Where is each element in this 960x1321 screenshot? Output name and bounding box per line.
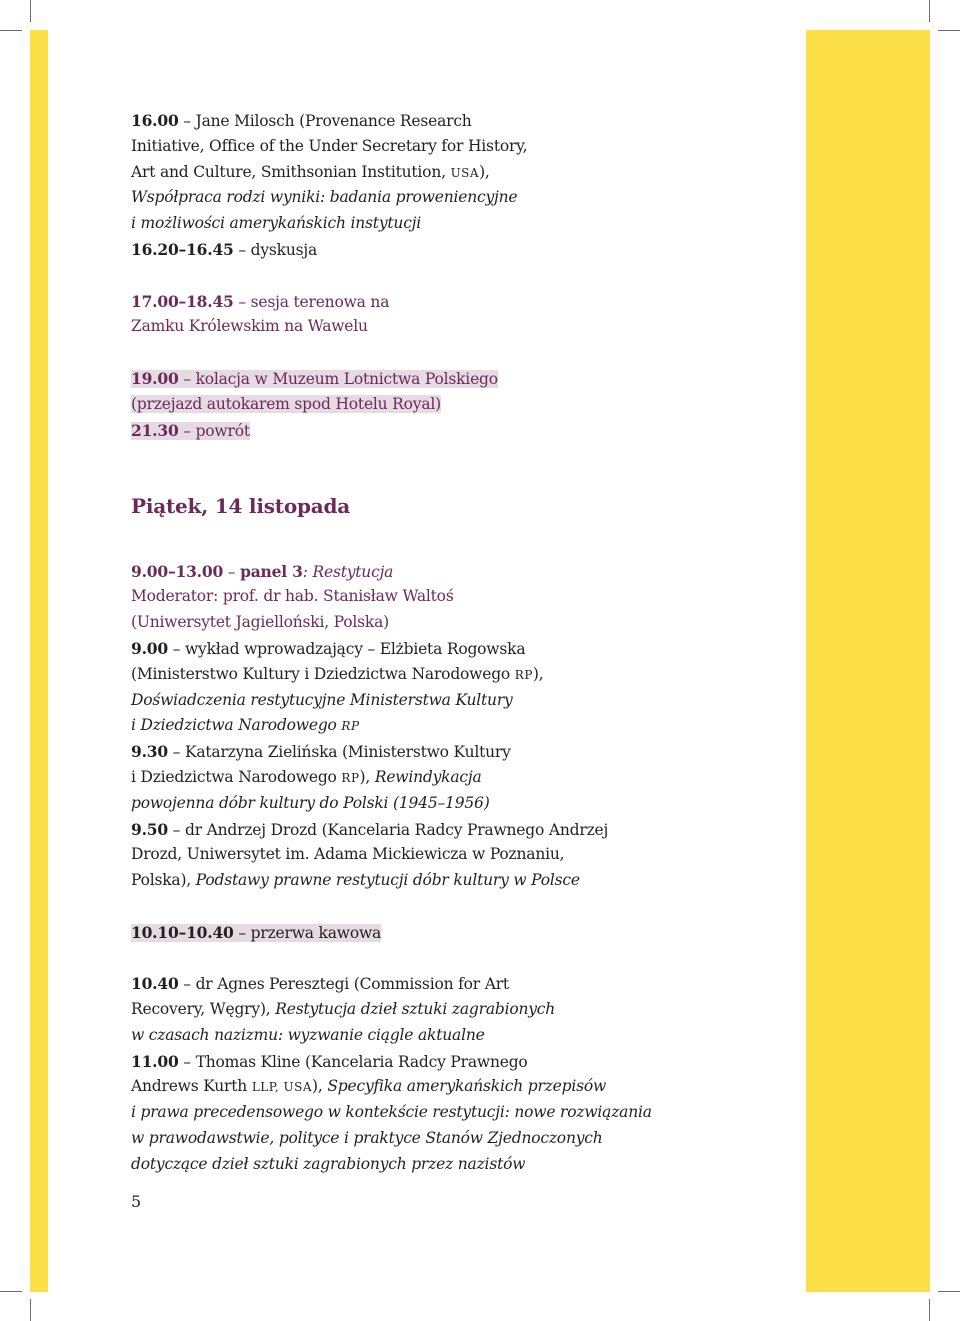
schedule-line [131,237,771,263]
talk-title: i Dziedzictwa Narodowego [131,716,342,735]
talk-title: Doświadczenia restytucyjne Ministerstwa Kultury [131,690,513,709]
schedule-line [131,108,771,134]
dash: – [223,562,241,581]
schedule-line [131,868,771,894]
session-text: i Dziedzictwa Narodowego [131,767,342,786]
schedule-line [131,392,771,418]
schedule-line [131,1100,771,1126]
schedule-line [131,713,771,739]
talk-title: w prawodawstwie, polityce i praktyce Stanów Zjednoczonych [131,1129,603,1148]
abbreviation: USA [450,165,480,180]
schedule-line [131,662,771,688]
schedule-line [131,610,771,636]
abbreviation: RP [514,667,533,682]
talk-title: Współpraca rodzi wyniki: badania proweniencyjne [131,188,518,207]
dash: – [178,975,196,994]
panel-label: panel 3 [240,561,303,581]
abbreviation: RP [341,770,360,785]
session-text: ), [532,664,544,683]
talk-title: i prawa precedensowego w kontekście restytucji: nowe rozwiązania [131,1103,652,1122]
schedule-line [131,688,771,714]
session-text: Art and Culture, Smithsonian Institution, [131,162,451,181]
schedule-line [131,765,771,791]
dash: – [233,292,251,311]
session-text: dr Andrzej Drozd (Kancelaria Radcy Prawnego Andrzej [184,820,609,839]
session-text: Recovery, Węgry), [131,1000,276,1019]
session-text: Polska), [131,871,196,890]
dash: – [178,1052,196,1071]
highlighted-event [131,422,250,440]
crop-mark [929,1299,930,1321]
session-text: (Uniwersytet Jagielloński, Polska) [131,613,389,632]
session-time: 16.00 [131,111,179,130]
page-number: 5 [131,1192,142,1211]
talk-title: powojenna dóbr kultury do Polski (1945–1956) [131,793,490,812]
schedule-line [131,1152,771,1178]
schedule-line [131,584,771,610]
session-text: powrót [195,421,250,440]
programme-schedule [131,108,771,1178]
session-text: Initiative, Office of the Under Secretary for History, [131,136,528,155]
session-time: 17.00–18.45 [131,291,234,311]
session-text: ), [312,1077,328,1096]
spacer [131,443,771,469]
session-text: wykład wprowadzający – Elżbieta Rogowska [184,639,526,658]
spacer [131,946,771,972]
session-time: 9.50 [131,819,168,839]
session-time: 10.40 [131,974,179,994]
crop-mark [938,1291,960,1292]
crop-mark [929,0,930,22]
talk-title: Podstawy prawne restytucji dóbr kultury w Polsce [195,871,580,890]
schedule-line [131,920,771,946]
abbreviation: RP [341,719,360,734]
day-heading: Piątek, 14 listopada [131,494,351,519]
spacer [131,263,771,289]
talk-title: Specyfika amerykańskich przepisów [327,1077,607,1096]
session-time: 19.00 [131,368,179,388]
session-text: (przejazd autokarem spod Hotelu Royal) [131,394,441,413]
talk-title: dotyczące dzieł sztuki zagrabionych przez nazistów [131,1154,526,1173]
dash: – [233,240,251,259]
talk-title: Restytucja dzieł sztuki zagrabionych [275,1000,556,1019]
schedule-line [131,559,771,585]
crop-mark [0,1291,22,1292]
session-text: Thomas Kline (Kancelaria Radcy Prawnego [195,1052,528,1071]
schedule-line [131,636,771,662]
talk-title: i możliwości amerykańskich instytucji [131,214,422,233]
talk-title: w czasach nazizmu: wyzwanie ciągle aktualne [131,1025,485,1044]
session-time: 10.10–10.40 [131,922,234,942]
schedule-line [131,791,771,817]
session-text: kolacja w Muzeum Lotnictwa Polskiego [195,369,498,388]
session-time: 9.00–13.00 [131,561,224,581]
spacer [131,340,771,366]
session-time: 16.20–16.45 [131,239,234,259]
schedule-line [131,418,771,444]
schedule-line [131,1049,771,1075]
schedule-line [131,739,771,765]
abbreviation: LLP, USA [251,1080,313,1095]
highlighted-event [131,395,441,413]
session-text: Andrews Kurth [131,1077,252,1096]
session-text: Zamku Królewskim na Wawelu [131,317,368,336]
right-yellow-bar [806,30,930,1292]
schedule-line [131,366,771,392]
crop-mark [30,1299,31,1321]
session-text: ), [359,767,375,786]
talk-title: Rewindykacja [374,767,482,786]
highlighted-event [131,924,381,942]
session-text: sesja terenowa na [250,292,390,311]
dash: – [178,112,196,130]
dash: – [167,820,185,839]
schedule-line [131,842,771,868]
session-time: 9.30 [131,742,168,762]
session-text: przerwa kawowa [250,923,382,942]
schedule-line [131,1023,771,1049]
session-time: 21.30 [131,420,179,440]
crop-mark [30,0,31,22]
schedule-line [131,289,771,315]
schedule-line [131,185,771,211]
session-time: 9.00 [131,638,168,658]
dash: – [233,923,251,942]
session-text: dr Agnes Peresztegi (Commission for Art [195,975,509,994]
session-text: Jane Milosch (Provenance Research [195,112,472,130]
schedule-line [131,971,771,997]
session-text: ), [479,162,490,181]
left-yellow-bar [30,30,48,1292]
schedule-line [131,134,771,160]
schedule-line [131,211,771,237]
crop-mark [938,30,960,31]
crop-mark [0,30,22,31]
session-text: dyskusja [250,240,318,259]
session-text: Katarzyna Zielińska (Ministerstwo Kultury [184,743,511,762]
dash: – [178,369,196,388]
panel-title: : Restytucja [302,562,394,581]
schedule-line [131,997,771,1023]
spacer [131,894,771,920]
schedule-line [131,160,771,186]
dash: – [167,743,185,762]
session-text: Drozd, Uniwersytet im. Adama Mickiewicza w Poznaniu, [131,845,565,864]
spacer [131,533,771,559]
schedule-line [131,817,771,843]
session-text: (Ministerstwo Kultury i Dziedzictwa Narodowego [131,664,515,683]
dash: – [167,639,185,658]
session-time: 11.00 [131,1051,179,1071]
schedule-line [131,314,771,340]
highlighted-event [131,370,498,388]
session-text: Moderator: prof. dr hab. Stanisław Waltoś [131,587,454,606]
dash: – [178,421,196,440]
schedule-line [131,1126,771,1152]
schedule-line [131,1074,771,1100]
